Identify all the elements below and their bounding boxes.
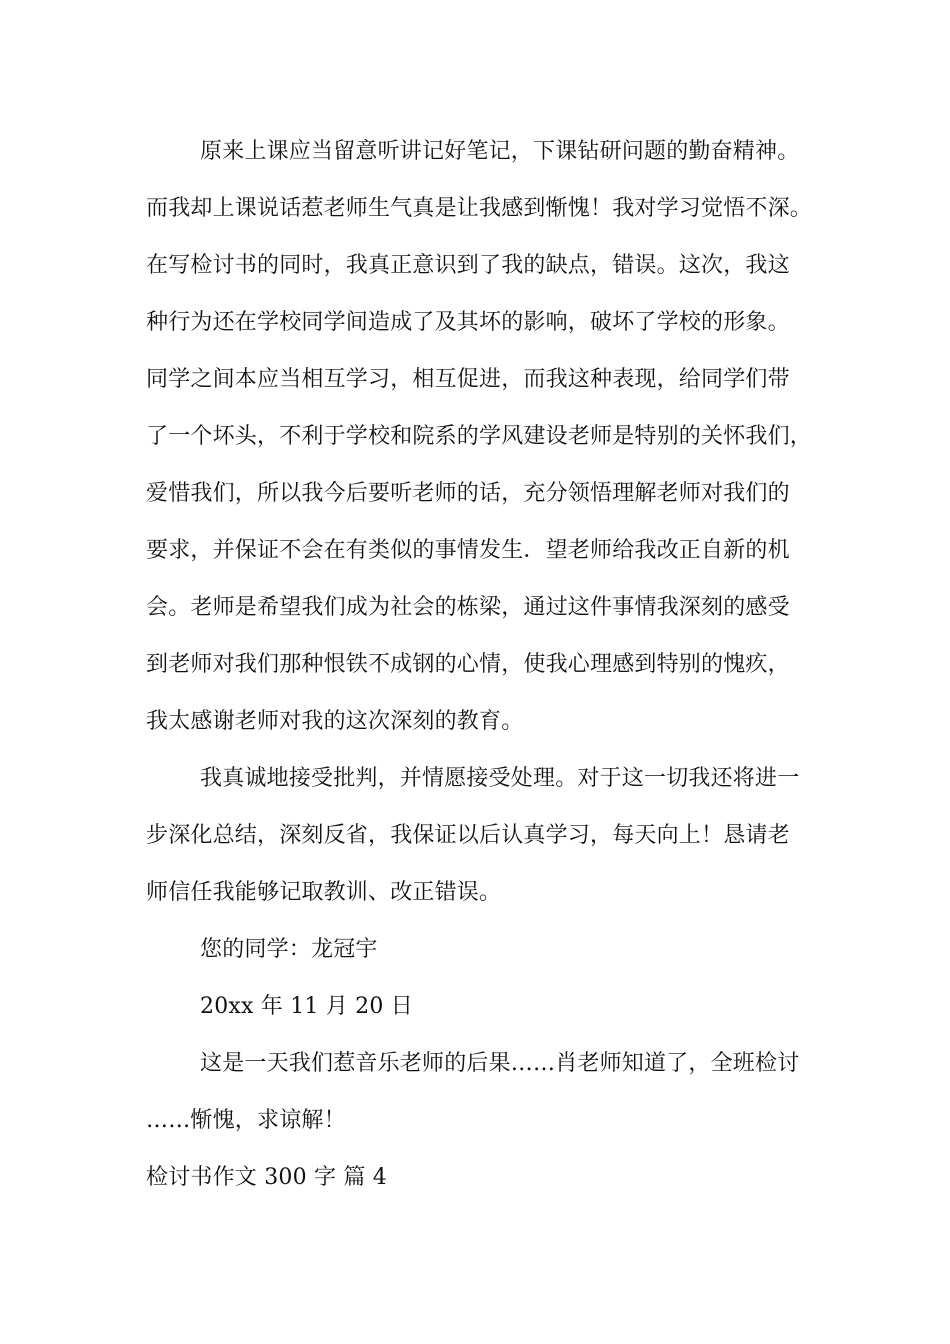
paragraph-line: 我真诚地接受批判，并情愿接受处理。对于这一切我还将进一 (200, 766, 800, 791)
paragraph-line: 爱惜我们，所以我今后要听老师的话，充分领悟理解老师对我们的 (146, 481, 790, 506)
signature-line: 您的同学：龙冠宇 (200, 937, 378, 962)
paragraph-line: 要求，并保证不会在有类似的事情发生．望老师给我改正自新的机 (146, 538, 790, 563)
paragraph-line: 而我却上课说话惹老师生气真是让我感到惭愧！我对学习觉悟不深。 (146, 196, 813, 221)
paragraph-line: 步深化总结，深刻反省，我保证以后认真学习，每天向上！恳请老 (146, 823, 790, 848)
paragraph-line: 会。老师是希望我们成为社会的栋梁，通过这件事情我深刻的感受 (146, 595, 790, 620)
paragraph-line: 同学之间本应当相互学习，相互促进，而我这种表现，给同学们带 (146, 367, 790, 392)
paragraph-line: 在写检讨书的同时，我真正意识到了我的缺点，错误。这次，我这 (146, 253, 790, 278)
paragraph-line: 原来上课应当留意听讲记好笔记，下课钻研问题的勤奋精神。 (200, 139, 800, 164)
paragraph-line: ……惭愧，求谅解！ (146, 1108, 346, 1133)
paragraph-line: 我太感谢老师对我的这次深刻的教育。 (146, 709, 524, 734)
date-line: 20xx 年 11 月 20 日 (200, 994, 413, 1019)
section-heading: 检讨书作文 300 字 篇 4 (146, 1165, 387, 1190)
paragraph-line: 了一个坏头，不利于学校和院系的学风建设老师是特别的关怀我们， (146, 424, 813, 449)
paragraph-line: 这是一天我们惹音乐老师的后果……肖老师知道了，全班检讨 (200, 1051, 800, 1076)
paragraph-line: 到老师对我们那种恨铁不成钢的心情，使我心理感到特别的愧疚， (146, 652, 790, 677)
paragraph-line: 种行为还在学校同学间造成了及其坏的影响，破坏了学校的形象。 (146, 310, 790, 335)
paragraph-line: 师信任我能够记取教训、改正错误。 (146, 880, 502, 905)
